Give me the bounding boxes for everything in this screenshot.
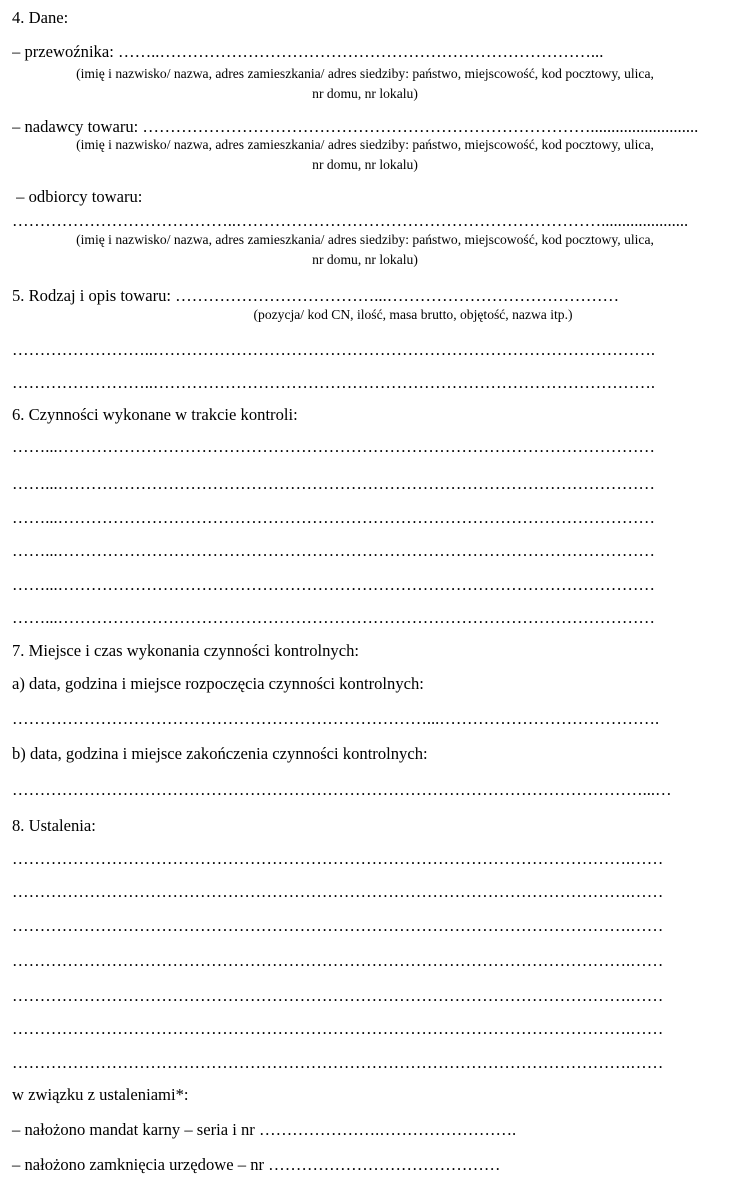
goods-line-2[interactable]: ……………………..………………………………………………………………………………. — [12, 373, 656, 392]
activities-line-5[interactable]: ……...……………………………………………………………………………………………… — [12, 575, 656, 594]
section-8-title: 8. Ustalenia: — [12, 816, 96, 835]
consequence-label: w związku z ustaleniami*: — [12, 1085, 189, 1104]
carrier-field[interactable]: – przewoźnika: ……..……………………………………………………………………... — [12, 42, 604, 61]
findings-line-5[interactable]: ………………………………………………………………………………………………….…… — [12, 986, 664, 1005]
recipient-hint-line1: (imię i nazwisko/ nazwa, adres zamieszkania/ adres siedziby: państwo, miejscowość, kod pocztowy, ulica, — [76, 232, 654, 247]
section-7-title: 7. Miejsce i czas wykonania czynności kontrolnych: — [12, 641, 359, 660]
goods-line-1[interactable]: ……………………..………………………………………………………………………………. — [12, 340, 656, 359]
activities-line-3[interactable]: ……...……………………………………………………………………………………………… — [12, 508, 656, 527]
recipient-label: – odbiorcy towaru: — [12, 187, 143, 206]
findings-line-7[interactable]: ………………………………………………………………………………………………….…… — [12, 1053, 664, 1072]
activities-line-1[interactable]: ……...……………………………………………………………………………………………… — [12, 437, 656, 456]
findings-line-6[interactable]: ………………………………………………………………………………………………….…… — [12, 1019, 664, 1038]
recipient-field[interactable]: …………………………………..…………………………………………………………..................... — [12, 211, 689, 230]
findings-line-2[interactable]: ………………………………………………………………………………………………….…… — [12, 882, 664, 901]
end-label: b) data, godzina i miejsce zakończenia czynności kontrolnych: — [12, 744, 428, 763]
start-label: a) data, godzina i miejsce rozpoczęcia czynności kontrolnych: — [12, 674, 424, 693]
goods-hint: (pozycja/ kod CN, ilość, masa brutto, objętość, nazwa itp.) — [253, 307, 573, 322]
fine-field[interactable]: – nałożono mandat karny – seria i nr ………………….……………………. — [12, 1120, 517, 1139]
section-4-title: 4. Dane: — [12, 8, 69, 27]
section-5-title[interactable]: 5. Rodzaj i opis towaru: ………………………………...…………………………………… — [12, 286, 620, 305]
end-field[interactable]: ……………………………………………………………………………………………………...… — [12, 780, 672, 799]
sender-hint-line2: nr domu, nr lokalu) — [312, 157, 418, 172]
start-field[interactable]: …………………………………………………………………...…………………………………. — [12, 709, 660, 728]
sender-field[interactable]: – nadawcy towaru: ……………………………………………………………………….......................... — [12, 117, 699, 136]
activities-line-4[interactable]: ……...……………………………………………………………………………………………… — [12, 541, 656, 560]
findings-line-3[interactable]: ………………………………………………………………………………………………….…… — [12, 916, 664, 935]
carrier-hint-line2: nr domu, nr lokalu) — [312, 86, 418, 101]
recipient-hint-line2: nr domu, nr lokalu) — [312, 252, 418, 267]
carrier-hint-line1: (imię i nazwisko/ nazwa, adres zamieszkania/ adres siedziby: państwo, miejscowość, kod pocztowy, ulica, — [76, 66, 654, 81]
section-6-title: 6. Czynności wykonane w trakcie kontroli: — [12, 405, 298, 424]
sender-hint-line1: (imię i nazwisko/ nazwa, adres zamieszkania/ adres siedziby: państwo, miejscowość, kod pocztowy, ulica, — [76, 137, 654, 152]
activities-line-2[interactable]: ……...……………………………………………………………………………………………… — [12, 474, 656, 493]
activities-line-6[interactable]: ……...……………………………………………………………………………………………… — [12, 608, 656, 627]
seals-field[interactable]: – nałożono zamknięcia urzędowe – nr …………………………………… — [12, 1155, 501, 1174]
findings-line-4[interactable]: ………………………………………………………………………………………………….…… — [12, 951, 664, 970]
findings-line-1[interactable]: ………………………………………………………………………………………………….…… — [12, 849, 664, 868]
